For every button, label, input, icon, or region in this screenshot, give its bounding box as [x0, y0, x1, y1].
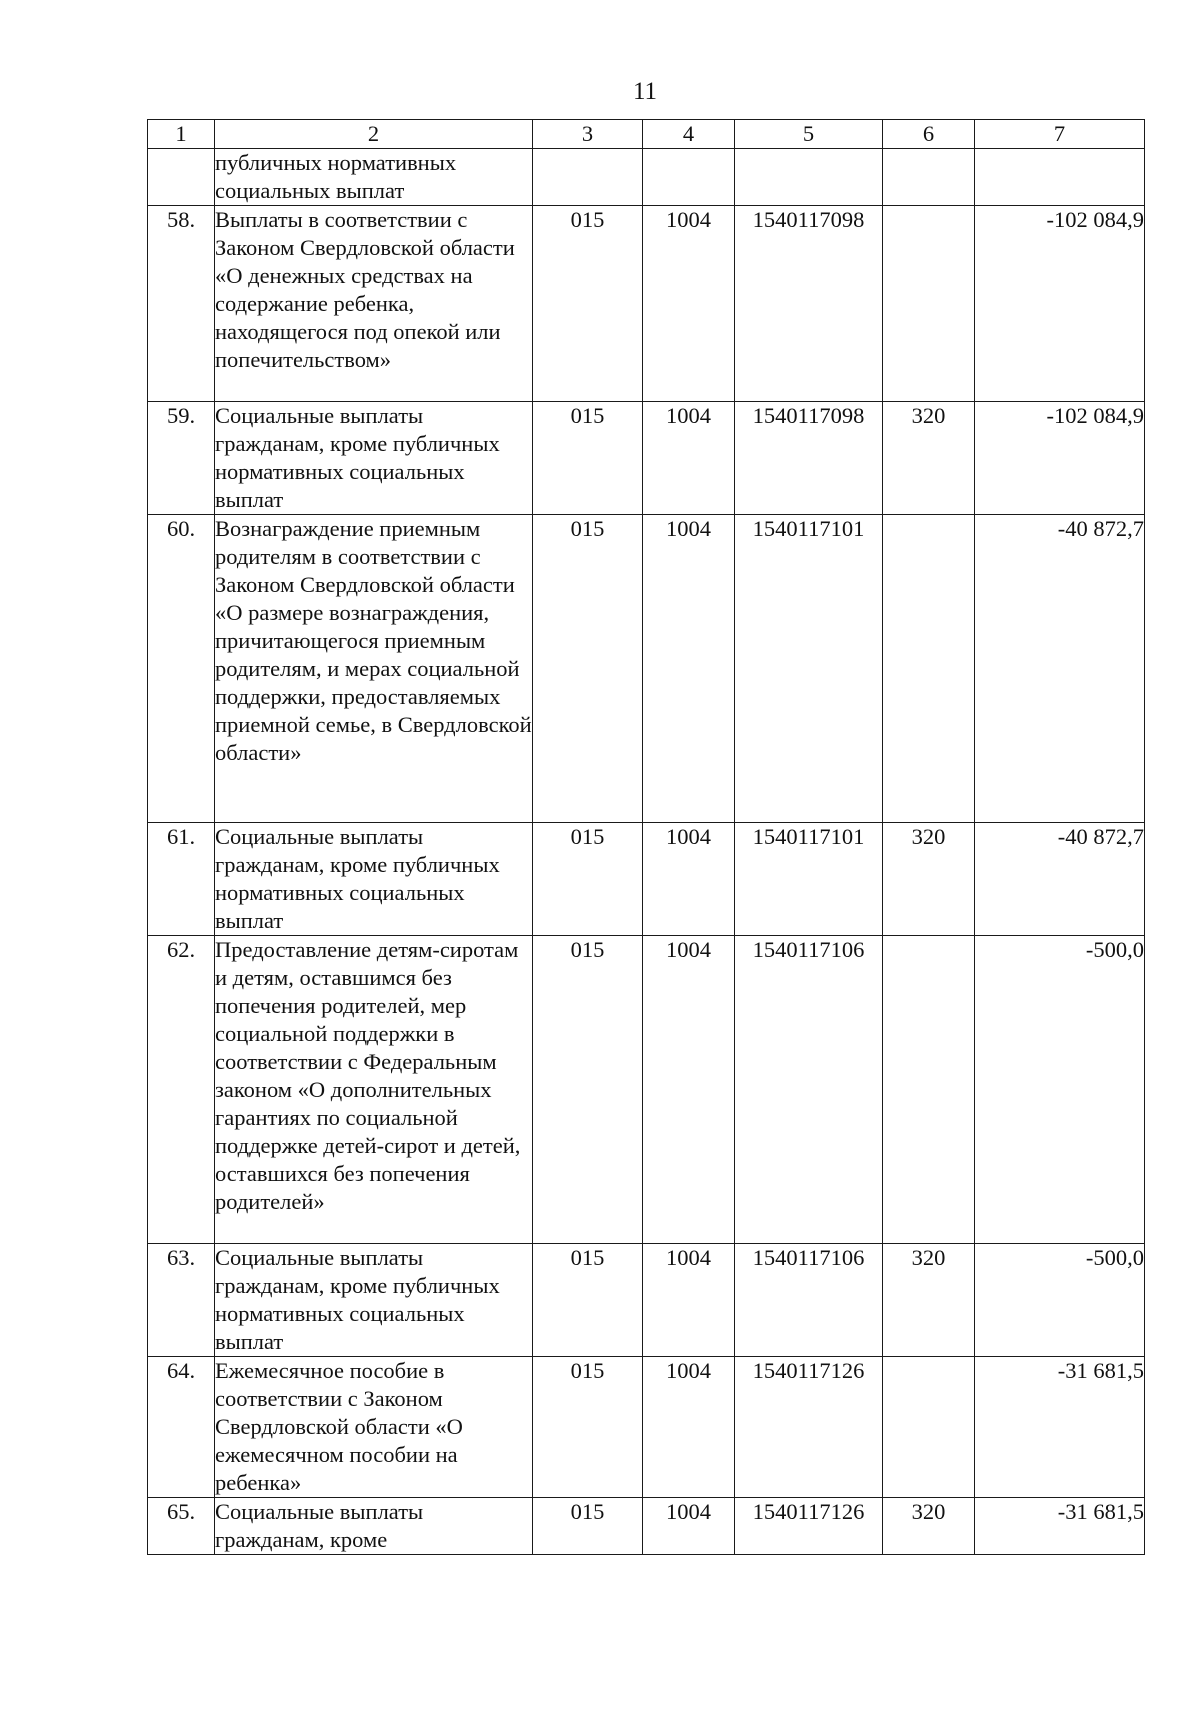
- table-row: [148, 823, 1145, 936]
- row-col-4: 1004: [643, 1357, 735, 1498]
- header-col-2: 2: [215, 120, 533, 149]
- table-row: [148, 149, 1145, 206]
- row-col-7: -102 084,9: [975, 402, 1145, 515]
- row-col-6: [883, 515, 975, 823]
- row-col-6: 320: [883, 823, 975, 936]
- row-col-3: 015: [533, 936, 643, 1244]
- row-col-3: 015: [533, 823, 643, 936]
- table-row: [148, 206, 1145, 402]
- row-number: 60.: [148, 515, 215, 823]
- table-row: [148, 515, 1145, 823]
- row-number: 58.: [148, 206, 215, 402]
- row-col-7: -500,0: [975, 1244, 1145, 1357]
- row-col-3: 015: [533, 1357, 643, 1498]
- row-col-4: 1004: [643, 823, 735, 936]
- row-col-3: 015: [533, 402, 643, 515]
- row-col-6: [883, 206, 975, 402]
- row-col-4: 1004: [643, 515, 735, 823]
- row-number: [148, 149, 215, 206]
- row-col-6: [883, 149, 975, 206]
- row-col-7: -31 681,5: [975, 1357, 1145, 1498]
- row-col-6: 320: [883, 1244, 975, 1357]
- row-description: Вознаграждение приемным родителям в соответствии с Законом Свердловской области «О размере вознаграждения, причитающегося приемным родителям, и мерах социальной поддержки, предоставляемых приемной семье, в Свердловской области»: [215, 515, 533, 823]
- row-col-4: [643, 149, 735, 206]
- row-description: Социальные выплаты гражданам, кроме: [215, 1498, 533, 1555]
- table-row: [148, 936, 1145, 1244]
- row-number: 64.: [148, 1357, 215, 1498]
- header-col-3: 3: [533, 120, 643, 149]
- row-col-5: 1540117126: [735, 1498, 883, 1555]
- row-col-7: -40 872,7: [975, 515, 1145, 823]
- row-col-6: [883, 936, 975, 1244]
- table-row: [148, 402, 1145, 515]
- header-col-4: 4: [643, 120, 735, 149]
- row-col-7: -102 084,9: [975, 206, 1145, 402]
- row-description: Предоставление детям-сиротам и детям, оставшимся без попечения родителей, мер социальной поддержки в соответствии с Федеральным законом «О дополнительных гарантиях по социальной поддержке детей-сирот и детей, оставшихся без попечения родителей»: [215, 936, 533, 1244]
- table-row: [148, 1498, 1145, 1555]
- row-number: 59.: [148, 402, 215, 515]
- row-col-5: 1540117098: [735, 402, 883, 515]
- row-description: Социальные выплаты гражданам, кроме публичных нормативных социальных выплат: [215, 1244, 533, 1357]
- row-col-5: 1540117098: [735, 206, 883, 402]
- row-col-3: 015: [533, 1244, 643, 1357]
- row-col-5: 1540117101: [735, 515, 883, 823]
- row-description: Социальные выплаты гражданам, кроме публичных нормативных социальных выплат: [215, 402, 533, 515]
- row-description: Социальные выплаты гражданам, кроме публичных нормативных социальных выплат: [215, 823, 533, 936]
- row-col-3: 015: [533, 1498, 643, 1555]
- row-col-7: -31 681,5: [975, 1498, 1145, 1555]
- row-col-5: 1540117106: [735, 1244, 883, 1357]
- row-description: Ежемесячное пособие в соответствии с Законом Свердловской области «О ежемесячном пособии на ребенка»: [215, 1357, 533, 1498]
- row-number: 65.: [148, 1498, 215, 1555]
- table-row: [148, 1357, 1145, 1498]
- budget-table: [147, 119, 1145, 1555]
- row-number: 62.: [148, 936, 215, 1244]
- row-description: Выплаты в соответствии с Законом Свердловской области «О денежных средствах на содержание ребенка, находящегося под опекой или попечительством»: [215, 206, 533, 402]
- row-col-7: -40 872,7: [975, 823, 1145, 936]
- row-col-3: 015: [533, 515, 643, 823]
- row-col-4: 1004: [643, 936, 735, 1244]
- row-col-4: 1004: [643, 402, 735, 515]
- header-col-6: 6: [883, 120, 975, 149]
- row-col-4: 1004: [643, 206, 735, 402]
- row-col-5: 1540117106: [735, 936, 883, 1244]
- row-col-5: 1540117101: [735, 823, 883, 936]
- row-description: публичных нормативных социальных выплат: [215, 149, 533, 206]
- table-row: [148, 1244, 1145, 1357]
- row-col-4: 1004: [643, 1498, 735, 1555]
- row-col-6: 320: [883, 1498, 975, 1555]
- row-col-4: 1004: [643, 1244, 735, 1357]
- row-col-3: [533, 149, 643, 206]
- row-number: 63.: [148, 1244, 215, 1357]
- row-col-5: 1540117126: [735, 1357, 883, 1498]
- row-col-7: [975, 149, 1145, 206]
- header-col-7: 7: [975, 120, 1145, 149]
- row-col-6: 320: [883, 402, 975, 515]
- row-col-5: [735, 149, 883, 206]
- row-col-7: -500,0: [975, 936, 1145, 1244]
- page-number: 11: [632, 78, 658, 105]
- row-col-3: 015: [533, 206, 643, 402]
- header-col-5: 5: [735, 120, 883, 149]
- header-col-1: 1: [148, 120, 215, 149]
- row-number: 61.: [148, 823, 215, 936]
- table-header-row: [148, 120, 1145, 149]
- row-col-6: [883, 1357, 975, 1498]
